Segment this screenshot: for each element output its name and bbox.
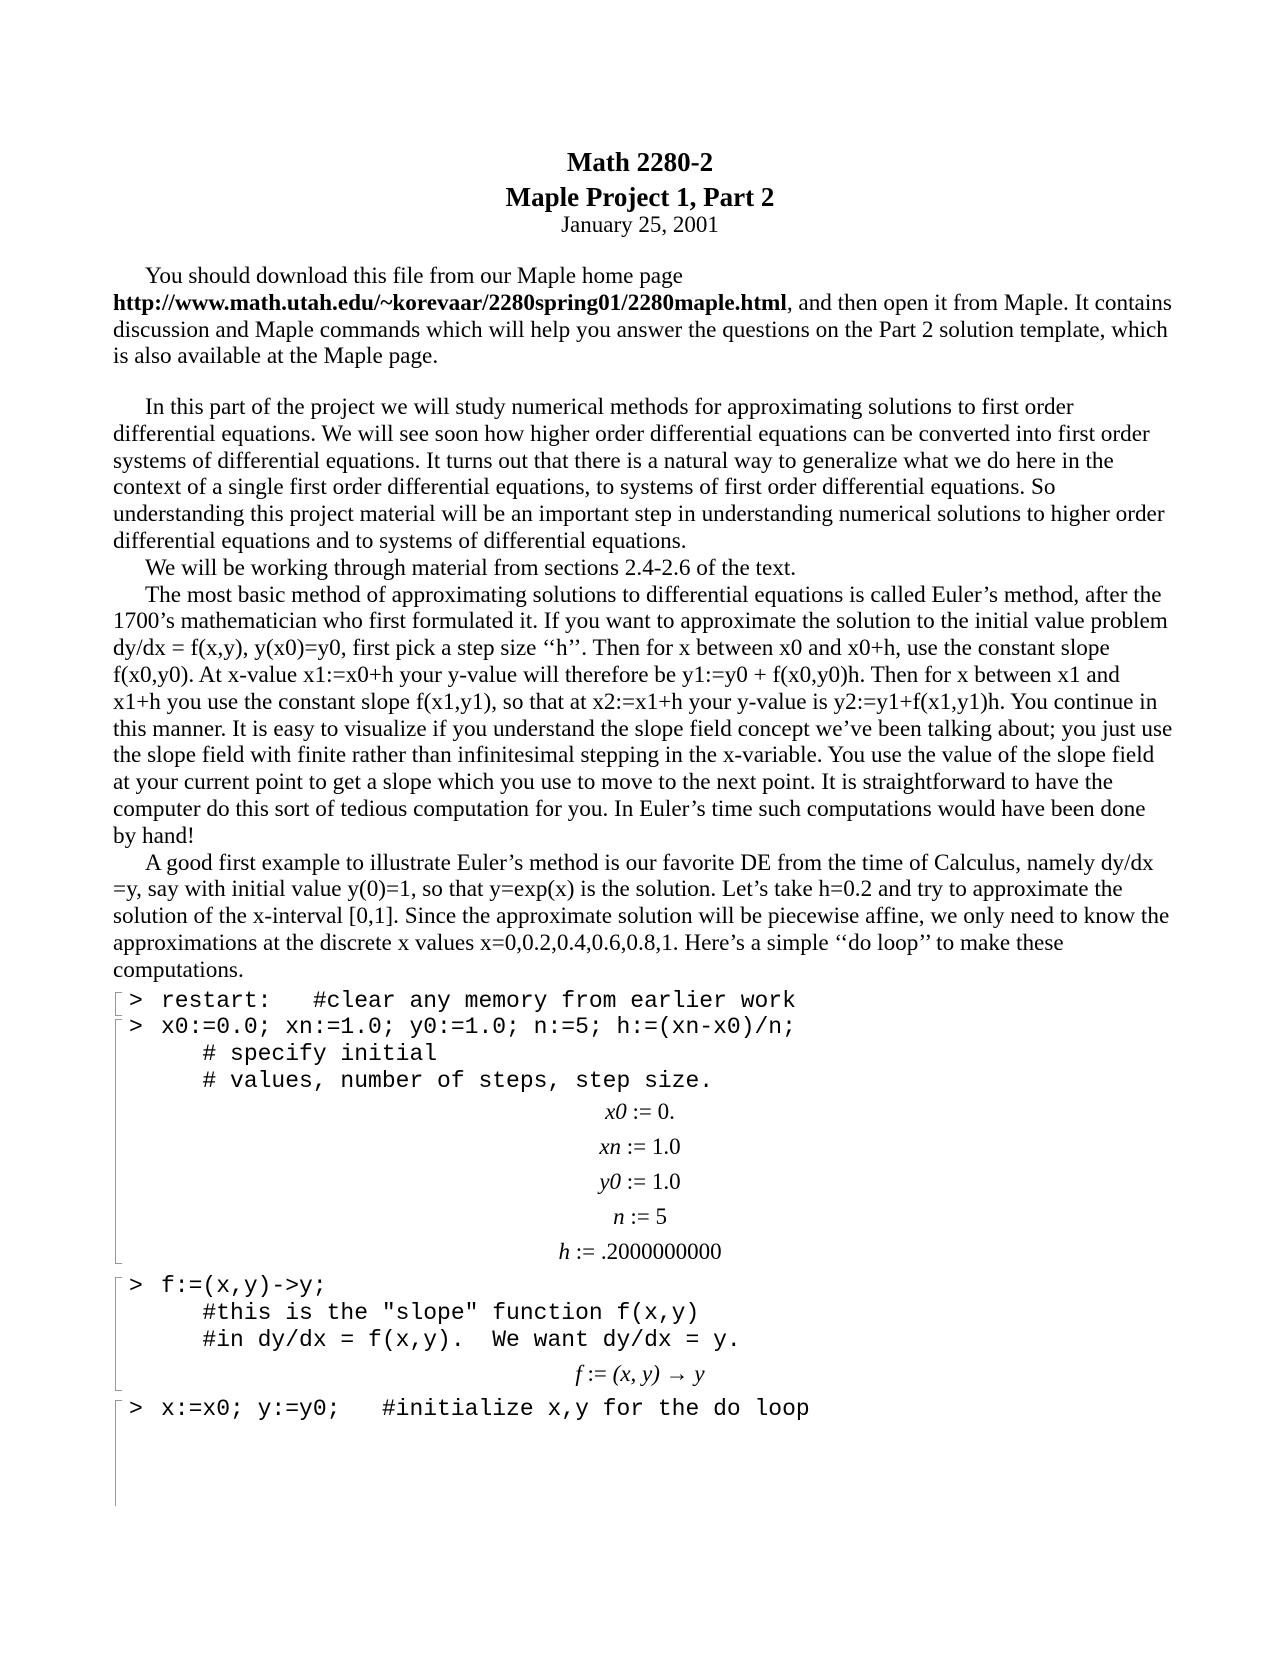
paragraph-first-example: A good first example to illustrate Euler’s method is our favorite DE from the time of Calculus, namely dy/dx =y, say with initial value y(0)=1, so that y=exp(x) is the solution. Let’s take h=0.2 and try to approximate the solution of the x-interval [0,1]. Since the approximate solution will be piecewise affine, we only need to know the approximations at the discrete x values x=0,0.2,0.4,0.6,0.8,1. Here’s a simple ‘‘do loop’’ to make these computations. [113,849,1170,983]
maple-command-restart[interactable]: restart: #clear any memory from earlier work [161,988,796,1014]
intro-text-cont: , and then open it from Maple. It contains discussion and Maple commands which will help you answer the questions on the Part 2 solution template, which is also available at the Maple page. [113,289,1172,370]
maple-prompt: > [129,1273,143,1299]
body-paragraphs [113,394,1173,984]
intro-paragraph [113,263,1173,370]
document-date: January 25, 2001 [561,212,719,237]
intro-text: You should download this file from our Maple home page [145,263,683,289]
maple-output-h: h := .2000000000 [558,1239,722,1264]
course-title: Math 2280-2 [566,147,714,177]
execution-group-bracket[interactable] [115,992,122,1016]
maple-prompt: > [129,1396,143,1422]
execution-group-bracket[interactable] [115,1400,122,1506]
project-title: Maple Project 1, Part 2 [505,182,775,212]
maple-output-f: f := (x, y) → y [575,1361,705,1386]
maple-output-n: n := 5 [613,1204,667,1229]
maple-command-initialize[interactable]: x:=x0; y:=y0; #initialize x,y for the do loop [161,1396,810,1422]
maple-output-y0: y0 := 1.0 [599,1169,681,1194]
maple-comment[interactable]: #in dy/dx = f(x,y). We want dy/dx = y. [161,1327,741,1353]
maple-command-init[interactable]: x0:=0.0; xn:=1.0; y0:=1.0; n:=5; h:=(xn-x0)/n; [161,1014,796,1040]
maple-command-define-f[interactable]: f:=(x,y)->y; [161,1273,327,1299]
maple-prompt: > [129,1014,143,1040]
maple-comment[interactable]: # values, number of steps, step size. [161,1068,714,1094]
maple-prompt: > [129,988,143,1014]
maple-output-x0: x0 := 0. [605,1099,675,1124]
paragraph-numerical-methods: In this part of the project we will study numerical methods for approximating solutions to first order differential equations. We will see soon how higher order differential equations can be converted into first order systems of differential equations. It turns out that there is a natural way to generalize what we do here in the context of a single first order differential equations, to systems of first order differential equations. So understanding this project material will be an important step in understanding numerical solutions to higher order differential equations and to systems of differential equations. [113,394,1165,554]
maple-comment[interactable]: #this is the "slope" function f(x,y) [161,1300,700,1326]
maple-home-url[interactable]: http://www.math.utah.edu/~korevaar/2280spring01/2280maple.html [113,289,787,316]
maple-comment[interactable]: # specify initial [161,1041,438,1067]
maple-output-xn: xn := 1.0 [599,1134,681,1159]
paragraph-euler-method: The most basic method of approximating solutions to differential equations is called Euler’s method, after the 1700’s mathematician who first formulated it. If you want to approximate the solution to the initial value problem dy/dx = f(x,y), y(x0)=y0, first pick a step size ‘‘h’’. Then for x between x0 and x0+h, use the constant slope f(x0,y0). At x-value x1:=x0+h your y-value will therefore be y1:=y0 + f(x0,y0)h. Then for x between x1 and x1+h you use the constant slope f(x1,y1), so that at x2:=x1+h your y-value is y2:=y1+f(x1,y1)h. You continue in this manner. It is easy to visualize if you understand the slope field concept we’ve been talking about; you just use the slope field with finite rather than infinitesimal stepping in the x-variable. You use the value of the slope field at your current point to get a slope which you use to move to the next point. It is straightforward to have the computer do this sort of tedious computation for you. In Euler’s time such computations would have been done by hand! [113,581,1173,849]
paragraph-sections: We will be working through material from sections 2.4-2.6 of the text. [145,554,797,581]
